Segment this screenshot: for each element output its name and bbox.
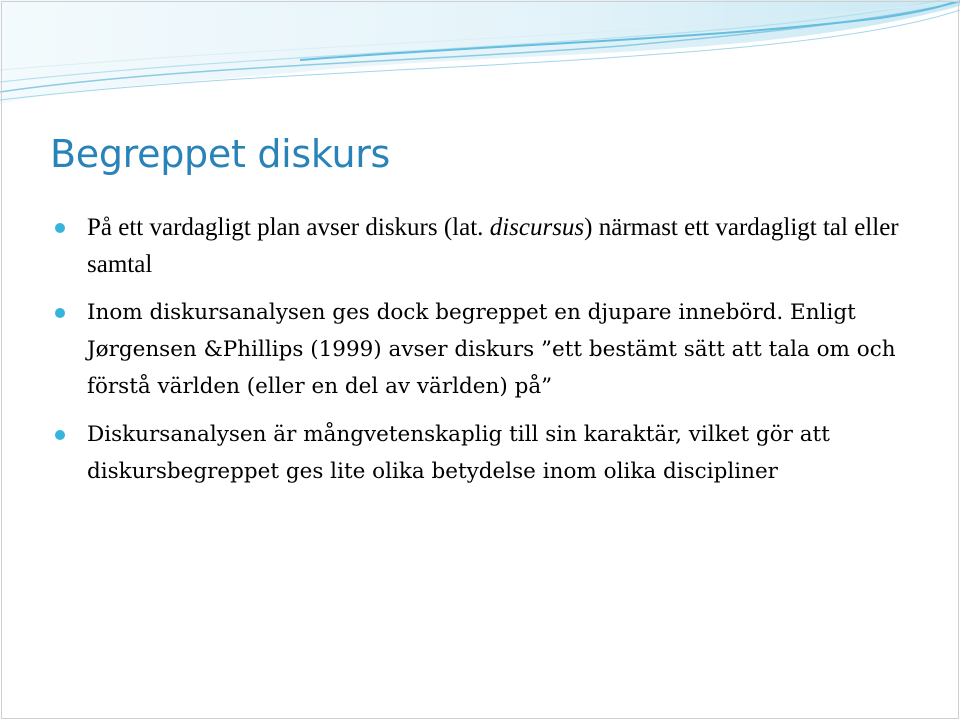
bullet-list: [55, 209, 915, 501]
bullet-item: [55, 416, 915, 490]
bullet-text-part: ) närmast ett vardagligt tal eller samtal: [87, 214, 899, 278]
bullet-text: Inom diskursanalysen ges dock begreppet en djupare innebörd. Enligt Jørgensen &Phillips (1999) avser diskurs ”ett bestämt sätt att tala om och förstå världen (eller en del av världen) på”: [87, 300, 896, 399]
bullet-text-part: På ett vardagligt plan avser diskurs (lat.: [87, 214, 490, 241]
bullet-text: Diskursanalysen är mångvetenskaplig till sin karaktär, vilket gör att diskursbegreppet ges lite olika betydelse inom olika discipliner: [87, 422, 830, 484]
bullet-item: [55, 294, 915, 405]
slide-title: Begreppet diskurs: [50, 132, 391, 176]
bullet-icon: [55, 430, 65, 440]
wave-decoration: [0, 0, 960, 110]
bullet-icon: [55, 223, 65, 233]
bullet-text-italic: discursus: [489, 214, 585, 241]
bullet-icon: [55, 308, 65, 318]
bullet-item: [55, 209, 915, 283]
wave-band: [0, 0, 960, 104]
